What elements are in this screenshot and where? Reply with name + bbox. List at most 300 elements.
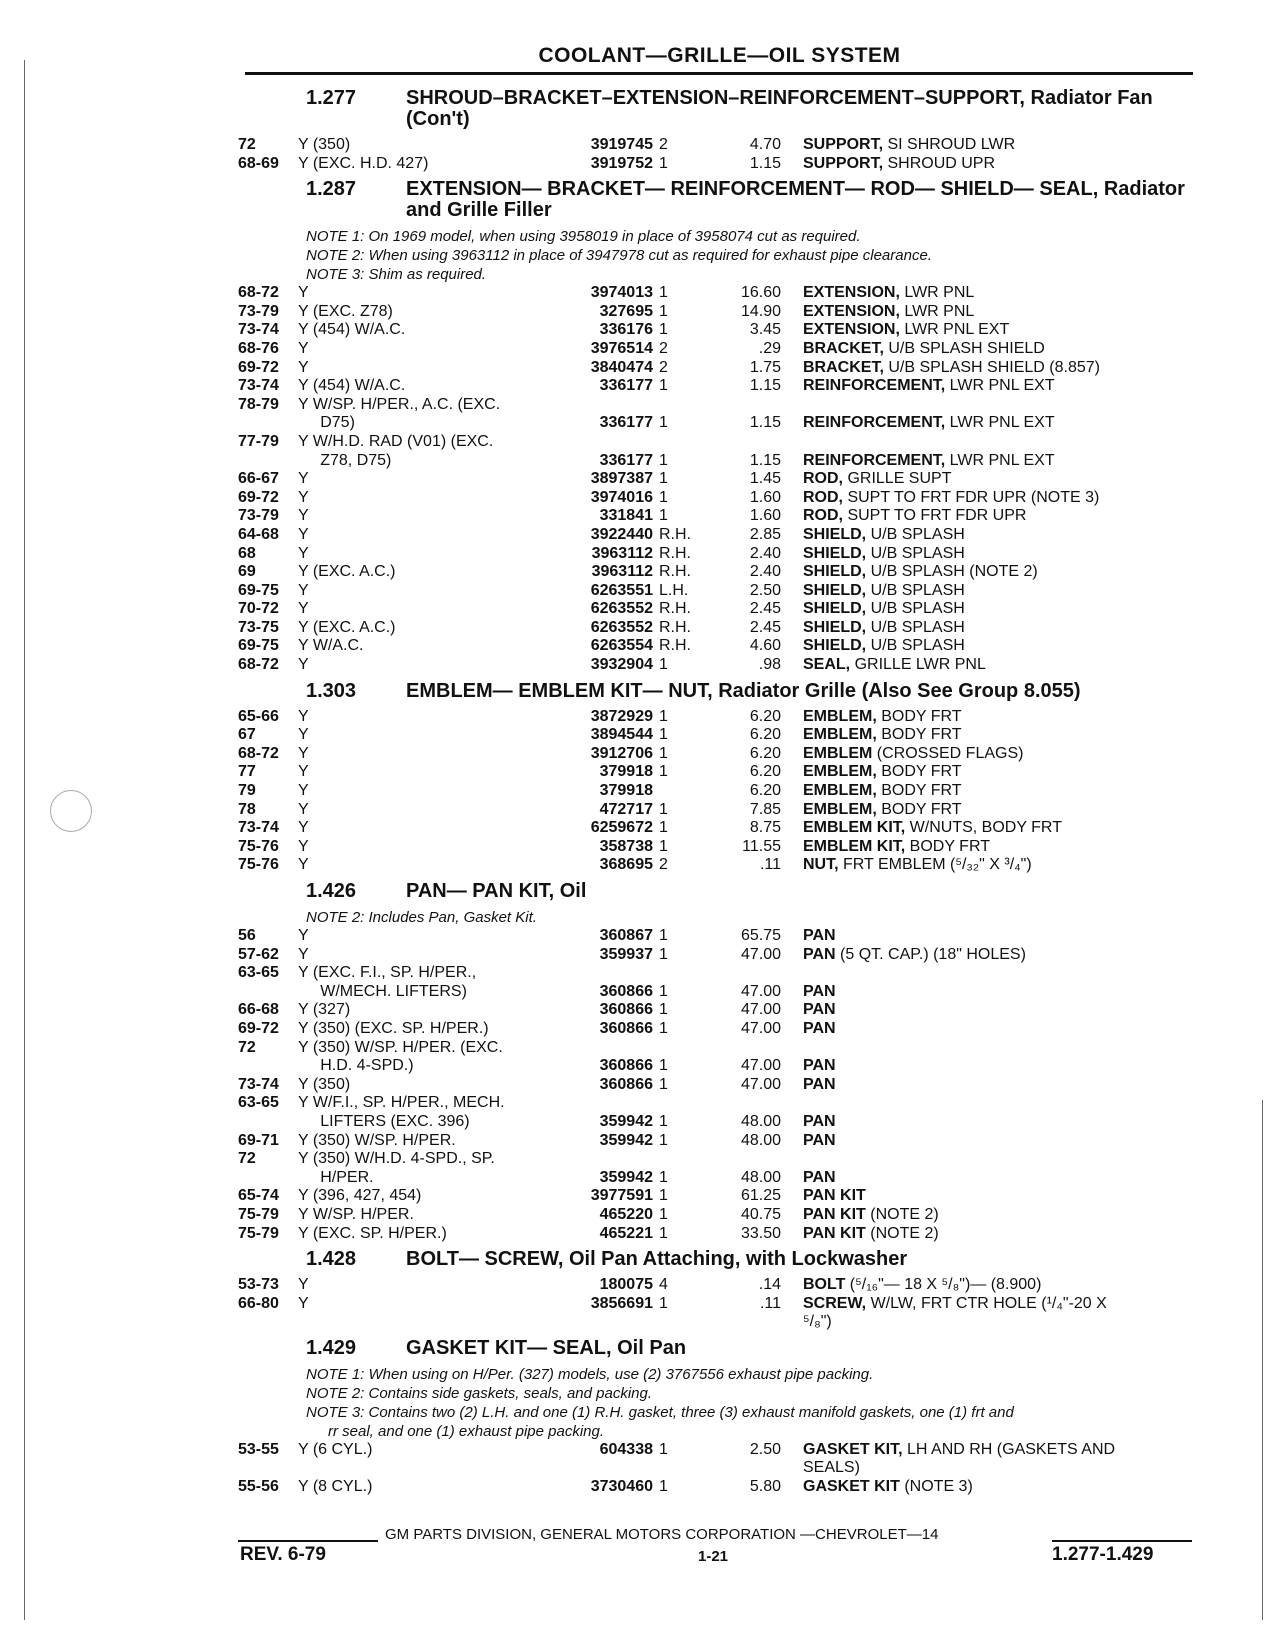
- model-years: 68-72: [238, 656, 279, 674]
- part-name-detail: (⁵/₁₆"— 18 X ⁵/₈")— (8.900): [845, 1276, 1042, 1294]
- part-name-bold: SHIELD,: [803, 544, 867, 562]
- part-name-bold: BRACKET,: [803, 339, 884, 357]
- quantity: 1: [659, 1205, 668, 1223]
- part-name: [781, 396, 1198, 415]
- part-name: [781, 819, 1198, 838]
- model-years: 65-74: [238, 1187, 279, 1205]
- section-number: 1.428: [306, 1248, 357, 1271]
- model-years: [238, 1313, 298, 1332]
- part-name-detail: LWR PNL EXT: [945, 451, 1055, 469]
- part-name-bold: SHIELD,: [803, 581, 867, 599]
- part-name: [781, 1113, 1198, 1132]
- part-name-bold: EMBLEM,: [803, 707, 877, 725]
- model-years: 73-74: [238, 819, 279, 837]
- section-number: 1.287: [306, 178, 357, 201]
- part-name-detail: LWR PNL EXT: [945, 414, 1055, 432]
- part-name: [781, 452, 1198, 471]
- application-desc: Y: [298, 525, 309, 543]
- application-desc: Y (EXC. Z78): [298, 302, 393, 320]
- price: 2.45: [749, 618, 781, 636]
- part-number: 3730460: [590, 1478, 653, 1496]
- section-number: 1.426: [306, 880, 357, 902]
- part-name: [781, 656, 1198, 675]
- model-years: 68-72: [238, 744, 279, 762]
- application-desc: Y (350) W/H.D. 4-SPD., SP.: [298, 1150, 495, 1168]
- part-row: [238, 600, 1198, 619]
- part-row: [238, 1313, 1198, 1332]
- part-name-bold: SEAL,: [803, 656, 851, 674]
- part-name-bold: REINFORCEMENT,: [803, 414, 946, 432]
- part-row: [238, 964, 1198, 983]
- part-name: [781, 600, 1198, 619]
- part-name-bold: EMBLEM KIT,: [803, 819, 906, 837]
- model-years: 69-72: [238, 1019, 279, 1037]
- part-row: [238, 819, 1198, 838]
- part-number: 360866: [599, 1019, 653, 1037]
- part-row: [238, 656, 1198, 675]
- quantity: 1: [659, 1168, 668, 1186]
- model-years: 79: [238, 782, 256, 800]
- section-note: NOTE 1: When using on H/Per. (327) models, use (2) 3767556 exhaust pipe packing.: [306, 1365, 874, 1383]
- model-years: 69-75: [238, 581, 279, 599]
- application-desc: Y: [298, 945, 309, 963]
- price: 47.00: [740, 1057, 781, 1075]
- part-row: [238, 1057, 1198, 1076]
- part-row: [238, 1020, 1198, 1039]
- price: 47.00: [740, 982, 781, 1000]
- section-title: SHROUD–BRACKET–EXTENSION–REINFORCEMENT–SUPPORT, Radiator Fan (Con't): [406, 87, 1153, 130]
- part-name: [781, 433, 1198, 452]
- model-years: 66-68: [238, 1001, 279, 1019]
- model-years: [238, 452, 298, 471]
- part-row: [238, 489, 1198, 508]
- application-desc: Y W/F.I., SP. H/PER., MECH.: [298, 1094, 505, 1112]
- application-desc: Y (350) W/SP. H/PER. (EXC.: [298, 1038, 503, 1056]
- price: [701, 964, 781, 983]
- application-desc: Y (EXC. SP. H/PER.): [298, 1224, 447, 1242]
- part-name: [781, 856, 1198, 875]
- part-number: [573, 1039, 653, 1058]
- application-desc: Y (350) (EXC. SP. H/PER.): [298, 1019, 489, 1037]
- model-years: [238, 414, 298, 433]
- part-name-bold: REINFORCEMENT,: [803, 377, 946, 395]
- model-years: 73-74: [238, 377, 279, 395]
- quantity: R.H.: [659, 618, 691, 636]
- part-name-bold: EMBLEM KIT,: [803, 837, 906, 855]
- part-name-bold: SHIELD,: [803, 563, 867, 581]
- price: 14.90: [740, 302, 781, 320]
- application-desc: Y: [298, 856, 309, 874]
- quantity: 1: [659, 726, 668, 744]
- price: 2.40: [749, 544, 781, 562]
- part-number: 3840474: [590, 358, 653, 376]
- part-name: [781, 545, 1198, 564]
- application-desc: Y: [298, 339, 309, 357]
- part-name: [781, 708, 1198, 727]
- part-row: [238, 1094, 1198, 1113]
- model-years: 69-75: [238, 637, 279, 655]
- part-number: 3977591: [590, 1187, 653, 1205]
- model-years: 63-65: [238, 964, 279, 982]
- part-number: 336177: [599, 377, 653, 395]
- part-row: [238, 1276, 1198, 1295]
- application-desc: Y (8 CYL.): [298, 1478, 373, 1496]
- part-name-detail: SI SHROUD LWR: [883, 136, 1016, 153]
- application-desc: Y (350): [298, 1075, 351, 1093]
- model-years: [238, 1169, 298, 1188]
- model-years: 72: [238, 136, 256, 153]
- part-row: [238, 1001, 1198, 1020]
- model-years: 69-71: [238, 1131, 279, 1149]
- part-number: 3919752: [590, 154, 653, 172]
- part-number: 336176: [599, 321, 653, 339]
- part-number: 360866: [599, 1057, 653, 1075]
- part-row: [238, 470, 1198, 489]
- page-number: 1-21: [698, 1548, 729, 1565]
- price: .11: [759, 856, 781, 874]
- quantity: 1: [659, 488, 668, 506]
- application-desc: Y: [298, 744, 309, 762]
- part-row: [238, 1039, 1198, 1058]
- part-name: [781, 801, 1198, 820]
- section-note: NOTE 3: Shim as required.: [306, 266, 487, 284]
- part-name: [781, 1478, 1198, 1497]
- quantity: R.H.: [659, 600, 691, 618]
- part-name: [781, 582, 1198, 601]
- part-number: 6263552: [590, 618, 653, 636]
- part-name: [781, 563, 1198, 582]
- model-years: [238, 1057, 298, 1076]
- part-row: [238, 136, 1198, 155]
- section-note: NOTE 2: Includes Pan, Gasket Kit.: [306, 909, 537, 926]
- price: 2.40: [749, 563, 781, 581]
- quantity: 2: [659, 856, 668, 874]
- application-desc: H/PER.: [298, 1168, 374, 1186]
- part-name: [781, 1313, 1198, 1332]
- price: 2.85: [749, 525, 781, 543]
- part-row: [238, 507, 1198, 526]
- part-row: [238, 359, 1198, 378]
- part-row: [238, 582, 1198, 601]
- price: 47.00: [740, 1001, 781, 1019]
- model-years: 73-79: [238, 302, 279, 320]
- model-years: [238, 1113, 298, 1132]
- part-number: 6263551: [590, 581, 653, 599]
- application-desc: Y (EXC. A.C.): [298, 563, 396, 581]
- application-desc: Y: [298, 470, 309, 488]
- part-name-bold: PAN: [803, 1019, 836, 1037]
- price: [701, 1459, 781, 1478]
- model-years: 57-62: [238, 945, 279, 963]
- part-name-detail: LWR PNL EXT: [945, 377, 1055, 395]
- application-desc: Y: [298, 819, 309, 837]
- part-name: [781, 927, 1198, 946]
- price: 48.00: [740, 1168, 781, 1186]
- part-name-bold: SHIELD,: [803, 618, 867, 636]
- part-number: 3897387: [590, 470, 653, 488]
- part-name-bold: REINFORCEMENT,: [803, 451, 946, 469]
- application-desc: Y: [298, 782, 309, 800]
- application-desc: Y: [298, 600, 309, 618]
- quantity: 1: [659, 1224, 668, 1242]
- price: .98: [758, 656, 781, 674]
- part-name-bold: EXTENSION,: [803, 302, 900, 320]
- quantity: 1: [659, 744, 668, 762]
- part-number: 359937: [599, 945, 653, 963]
- page-right-edge: [1262, 1100, 1263, 1620]
- section-heading: [238, 681, 1198, 702]
- part-number: 359942: [599, 1168, 653, 1186]
- model-years: 67: [238, 726, 256, 744]
- part-number: 360866: [599, 1075, 653, 1093]
- section-title: BOLT— SCREW, Oil Pan Attaching, with Lockwasher: [406, 1248, 908, 1271]
- quantity: 1: [659, 414, 668, 432]
- footer-rule-left: [238, 1540, 378, 1542]
- part-row: [238, 1150, 1198, 1169]
- quantity: 2: [659, 358, 668, 376]
- price: [701, 396, 781, 415]
- model-years: 77: [238, 763, 256, 781]
- part-name-bold: PAN: [803, 1075, 836, 1093]
- price: 2.45: [749, 600, 781, 618]
- quantity: 2: [659, 339, 668, 357]
- part-row: [238, 838, 1198, 857]
- part-name: [781, 619, 1198, 638]
- part-number: [573, 433, 653, 452]
- part-name-detail: (NOTE 2): [865, 1224, 939, 1242]
- part-name-bold: EXTENSION,: [803, 284, 900, 302]
- section-number: 1.303: [306, 679, 357, 702]
- model-years: 64-68: [238, 525, 279, 543]
- part-row: [238, 340, 1198, 359]
- quantity: 1: [659, 302, 668, 320]
- quantity: 1: [659, 284, 668, 302]
- part-name-bold: ROD,: [803, 507, 843, 525]
- price: 6.20: [749, 726, 781, 744]
- model-years: 65-66: [238, 707, 279, 725]
- part-number: 3912706: [590, 744, 653, 762]
- model-years: 68-72: [238, 284, 279, 302]
- part-name: [781, 1295, 1198, 1314]
- model-years: 56: [238, 927, 256, 944]
- section-title: EMBLEM— EMBLEM KIT— NUT, Radiator Grille (Also See Group 8.055): [406, 679, 1081, 702]
- part-name-detail: U/B SPLASH: [866, 581, 965, 599]
- model-years: 73-79: [238, 507, 279, 525]
- quantity: [653, 1459, 701, 1478]
- footer-rule-right: [1052, 1540, 1192, 1542]
- section-heading: [238, 88, 1198, 130]
- part-number: 336177: [599, 451, 653, 469]
- price: 1.60: [749, 507, 781, 525]
- binder-hole: [50, 790, 92, 832]
- part-name-bold: EMBLEM,: [803, 726, 877, 744]
- model-years: 69: [238, 563, 256, 581]
- model-years: 73-74: [238, 1075, 279, 1093]
- part-name: [781, 1441, 1198, 1460]
- model-years: [238, 983, 298, 1002]
- part-name: [781, 1276, 1198, 1295]
- part-name: [781, 1187, 1198, 1206]
- part-row: [238, 1441, 1198, 1460]
- part-number: 327695: [599, 302, 653, 320]
- application-desc: Y: [298, 358, 309, 376]
- part-name: [781, 470, 1198, 489]
- part-row: [238, 303, 1198, 322]
- part-name-bold: PAN: [803, 1057, 836, 1075]
- part-name: [781, 507, 1198, 526]
- part-number: 3922440: [590, 525, 653, 543]
- application-desc: Y: [298, 707, 309, 725]
- part-name: [781, 1225, 1198, 1244]
- part-number: [573, 1313, 653, 1332]
- quantity: 1: [659, 982, 668, 1000]
- part-name: [781, 136, 1198, 155]
- part-name: [781, 1001, 1198, 1020]
- part-number: 3872929: [590, 707, 653, 725]
- part-name-detail: U/B SPLASH SHIELD (8.857): [883, 358, 1100, 376]
- model-years: 53-73: [238, 1276, 279, 1294]
- part-name-detail: ⁵/₈"): [803, 1313, 832, 1331]
- quantity: 4: [659, 1276, 668, 1294]
- part-row: [238, 396, 1198, 415]
- price: 6.20: [749, 707, 781, 725]
- part-name-bold: BRACKET,: [803, 358, 884, 376]
- model-years: 66-67: [238, 470, 279, 488]
- part-name-detail: LH AND RH (GASKETS AND: [902, 1440, 1116, 1458]
- price: [701, 1150, 781, 1169]
- price: 1.15: [749, 377, 781, 395]
- part-number: 3976514: [590, 339, 653, 357]
- application-desc: Y: [298, 1294, 309, 1312]
- price: 1.15: [749, 154, 781, 172]
- price: 40.75: [740, 1205, 781, 1223]
- part-name-bold: EXTENSION,: [803, 321, 900, 339]
- part-name-bold: SHIELD,: [803, 600, 867, 618]
- part-name-bold: NUT,: [803, 856, 839, 874]
- part-name: [781, 414, 1198, 433]
- quantity: R.H.: [659, 563, 691, 581]
- section-note: NOTE 1: On 1969 model, when using 3958019 in place of 3958074 cut as required.: [306, 228, 861, 246]
- part-number: 358738: [599, 837, 653, 855]
- part-row: [238, 1076, 1198, 1095]
- part-name: [781, 284, 1198, 303]
- model-years: 77-79: [238, 432, 279, 450]
- quantity: 1: [659, 945, 668, 963]
- part-name-detail: SEALS): [803, 1459, 860, 1477]
- price: 47.00: [740, 945, 781, 963]
- part-number: 360866: [599, 982, 653, 1000]
- quantity: R.H.: [659, 637, 691, 655]
- quantity: [653, 396, 701, 415]
- price: 2.50: [749, 581, 781, 599]
- part-name-bold: PAN: [803, 1112, 836, 1130]
- part-number: 465220: [599, 1205, 653, 1223]
- quantity: 1: [659, 656, 668, 674]
- part-number: 331841: [599, 507, 653, 525]
- price: 1.60: [749, 488, 781, 506]
- section-note: rr seal, and one (1) exhaust pipe packing.: [328, 1422, 604, 1440]
- quantity: [653, 964, 701, 983]
- quantity: 1: [659, 154, 668, 172]
- part-number: 3974016: [590, 488, 653, 506]
- price: [701, 1039, 781, 1058]
- part-number: 360867: [599, 927, 653, 944]
- model-years: 72: [238, 1038, 256, 1056]
- part-number: 3856691: [590, 1294, 653, 1312]
- part-name-detail: BODY FRT: [876, 726, 962, 744]
- section-note: NOTE 2: When using 3963112 in place of 3947978 cut as required for exhaust pipe clearance.: [306, 247, 932, 265]
- part-name-bold: PAN: [803, 1168, 836, 1186]
- part-name-bold: PAN: [803, 982, 836, 1000]
- price: 65.75: [740, 927, 781, 944]
- part-name-detail: W/LW, FRT CTR HOLE (¹/₄"-20 X: [866, 1294, 1107, 1312]
- part-name-bold: PAN: [803, 945, 836, 963]
- price: 8.75: [749, 819, 781, 837]
- model-years: 66-80: [238, 1294, 279, 1312]
- price: 61.25: [740, 1187, 781, 1205]
- part-name-bold: EMBLEM,: [803, 800, 877, 818]
- price: [701, 433, 781, 452]
- part-name: [781, 1057, 1198, 1076]
- quantity: [653, 1039, 701, 1058]
- quantity: [653, 1150, 701, 1169]
- quantity: 1: [659, 837, 668, 855]
- part-number: 3963112: [591, 563, 653, 581]
- price: 6.20: [749, 763, 781, 781]
- part-row: [238, 284, 1198, 303]
- part-row: [238, 619, 1198, 638]
- quantity: 1: [659, 927, 668, 944]
- part-name-detail: (CROSSED FLAGS): [872, 744, 1024, 762]
- section-number: 1.277: [306, 87, 357, 109]
- part-name-detail: LWR PNL EXT: [899, 321, 1010, 339]
- application-desc: Y: [298, 284, 309, 302]
- quantity: [653, 1094, 701, 1113]
- section-title: PAN— PAN KIT, Oil: [406, 880, 587, 902]
- part-name-detail: (NOTE 2): [865, 1205, 939, 1223]
- application-desc: Y: [298, 837, 309, 855]
- price: 48.00: [740, 1131, 781, 1149]
- price: 6.20: [749, 782, 781, 800]
- price: [701, 1094, 781, 1113]
- application-desc: Y: [298, 656, 309, 674]
- part-row: [238, 155, 1198, 174]
- part-number: 3919745: [590, 136, 653, 153]
- quantity: 1: [659, 1057, 668, 1075]
- part-number: [573, 1150, 653, 1169]
- part-row: [238, 637, 1198, 656]
- quantity: R.H.: [659, 544, 691, 562]
- part-name-bold: EMBLEM: [803, 744, 873, 762]
- part-row: [238, 708, 1198, 727]
- part-row: [238, 726, 1198, 745]
- price: 48.00: [740, 1112, 781, 1130]
- model-years: 53-55: [238, 1440, 279, 1458]
- model-years: 75-76: [238, 837, 279, 855]
- application-desc: Y W/H.D. RAD (V01) (EXC.: [298, 432, 494, 450]
- quantity: [653, 433, 701, 452]
- model-years: 63-65: [238, 1094, 279, 1112]
- part-number: 368695: [599, 856, 653, 874]
- part-name: [781, 763, 1198, 782]
- section-heading: [238, 1338, 1198, 1359]
- part-name-bold: PAN: [803, 1001, 836, 1019]
- quantity: 1: [659, 451, 668, 469]
- price: [701, 1313, 781, 1332]
- model-years: 73-74: [238, 321, 279, 339]
- price: 33.50: [740, 1224, 781, 1242]
- application-desc: Y: [298, 927, 309, 944]
